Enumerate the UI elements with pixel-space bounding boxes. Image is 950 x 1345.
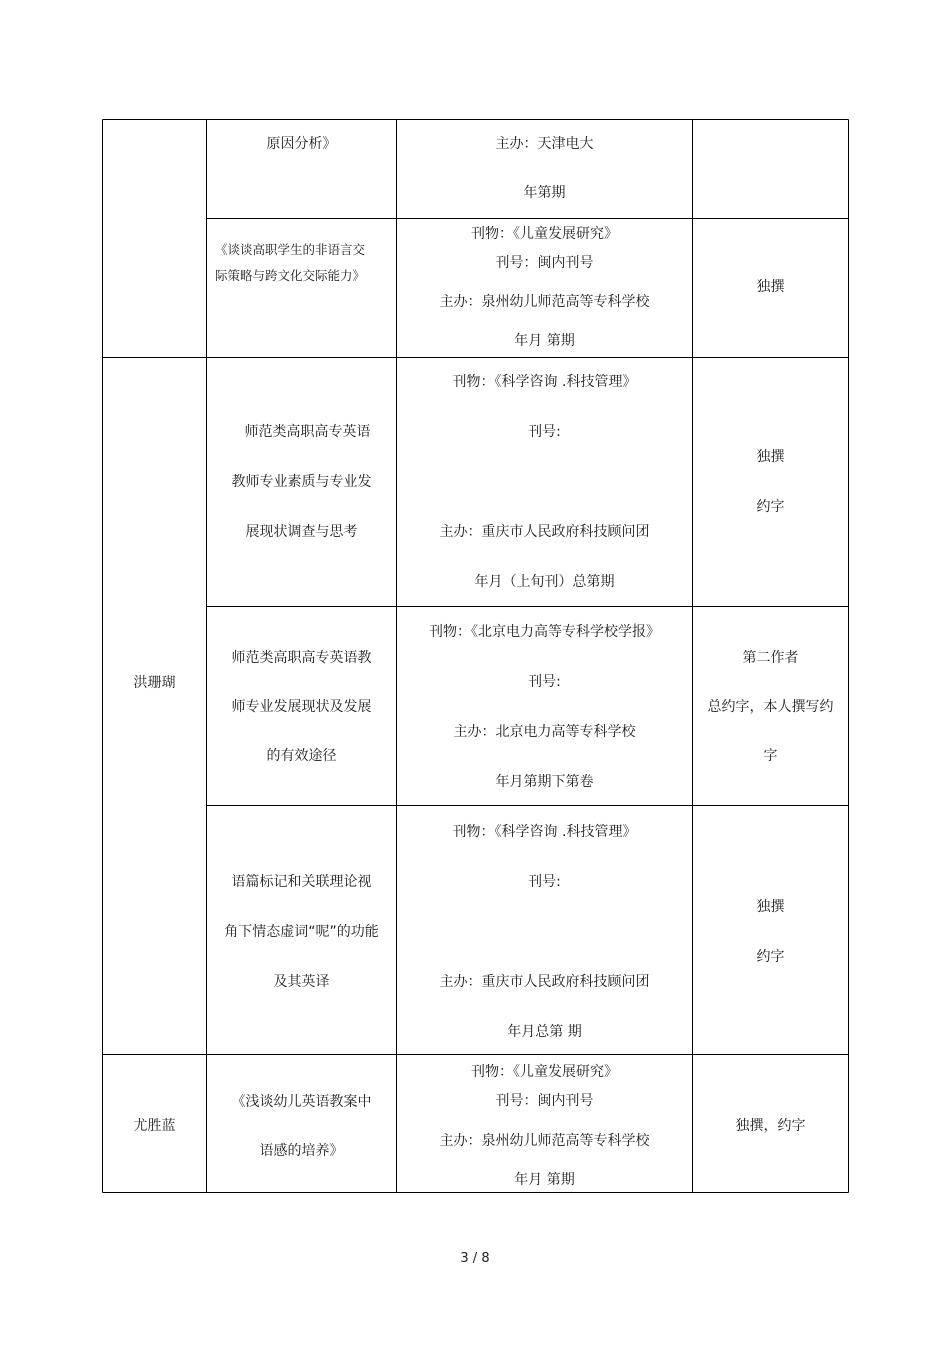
journal-cell [397, 806, 692, 1054]
role-line: 独撰 [756, 899, 785, 915]
role-line: 独撰 [756, 279, 785, 295]
journal-line: 年月 第期 [514, 333, 575, 349]
role-line: 独撰 [756, 449, 785, 465]
journal-line: 主办：重庆市人民政府科技顾问团 [439, 524, 650, 540]
author-cell-1 [103, 358, 206, 1054]
journal-cell [397, 607, 692, 805]
title-line: 师范类高职高专英语教 [231, 650, 372, 666]
title-cell [207, 219, 396, 357]
title-line: 角下情态虚词“呢”的功能 [224, 924, 379, 940]
journal-line: 刊物：《儿童发展研究》 [471, 1064, 618, 1080]
journal-line: 年第期 [523, 185, 566, 201]
journal-line: 年月 第期 [514, 1172, 575, 1188]
journal-line: 刊号：闽内刊号 [495, 255, 594, 271]
author-name: 尤胜蓝 [133, 1118, 176, 1134]
journal-line: 刊物：《北京电力高等专科学校学报》 [429, 624, 660, 640]
journal-line: 刊号: [528, 674, 561, 690]
title-line: 原因分析》 [266, 136, 337, 152]
journal-line: 刊物：《儿童发展研究》 [471, 226, 618, 242]
journal-line: 主办：泉州幼儿师范高等专科学校 [439, 1133, 650, 1149]
journal-line: 主办：泉州幼儿师范高等专科学校 [439, 294, 650, 310]
title-line: 师专业发展现状及发展 [231, 699, 372, 715]
title-line: 《浅谈幼儿英语教案中 [231, 1094, 372, 1110]
page-indicator: 3 / 8 [460, 1251, 490, 1266]
role-line: 独撰，约字 [735, 1118, 806, 1134]
journal-line: 年月（上旬刊）总第期 [474, 574, 615, 590]
journal-line: 主办：重庆市人民政府科技顾问团 [439, 974, 650, 990]
journal-cell [397, 120, 692, 218]
journal-cell [397, 358, 692, 606]
author-cell-2 [103, 1055, 206, 1192]
role-cell [693, 607, 848, 805]
title-cell [207, 120, 396, 218]
journal-line: 刊物：《科学咨询 .科技管理》 [452, 824, 637, 840]
role-line: 字 [763, 748, 778, 764]
journal-line: 主办：天津电大 [495, 136, 594, 152]
journal-line: 年月第期下第卷 [495, 774, 594, 790]
role-cell [693, 219, 848, 357]
title-line: 师范类高职高专英语 [244, 424, 371, 440]
author-name: 洪珊瑚 [133, 675, 176, 691]
title-line: 语篇标记和关联理论视 [231, 874, 372, 890]
journal-line: 刊号: [528, 424, 561, 440]
title-line: 展现状调查与思考 [245, 524, 358, 540]
role-cell [693, 120, 848, 218]
role-cell [693, 1055, 848, 1192]
title-cell [207, 806, 396, 1054]
role-line: 约字 [756, 499, 785, 515]
title-cell [207, 1055, 396, 1192]
role-cell [693, 806, 848, 1054]
title-line: 语感的培养》 [259, 1143, 344, 1159]
title-cell [207, 358, 396, 606]
journal-cell [397, 219, 692, 357]
journal-line: 年月总第 期 [507, 1024, 582, 1040]
journal-line: 主办：北京电力高等专科学校 [453, 724, 636, 740]
title-line: 《谈谈高职学生的非语言交 [215, 242, 366, 257]
journal-line: 刊号：闽内刊号 [495, 1093, 594, 1109]
title-cell [207, 607, 396, 805]
role-cell [693, 358, 848, 606]
journal-line: 刊物：《科学咨询 .科技管理》 [452, 374, 637, 390]
journal-line: 刊号: [528, 874, 561, 890]
title-line: 及其英译 [273, 974, 330, 990]
role-line: 第二作者 [742, 650, 799, 666]
role-line: 总约字，本人撰写约 [707, 699, 834, 715]
journal-cell [397, 1055, 692, 1192]
title-line: 教师专业素质与专业发 [231, 474, 372, 490]
role-line: 约字 [756, 949, 785, 965]
title-line: 际策略与跨文化交际能力》 [215, 268, 366, 283]
title-line: 的有效途径 [266, 748, 337, 764]
